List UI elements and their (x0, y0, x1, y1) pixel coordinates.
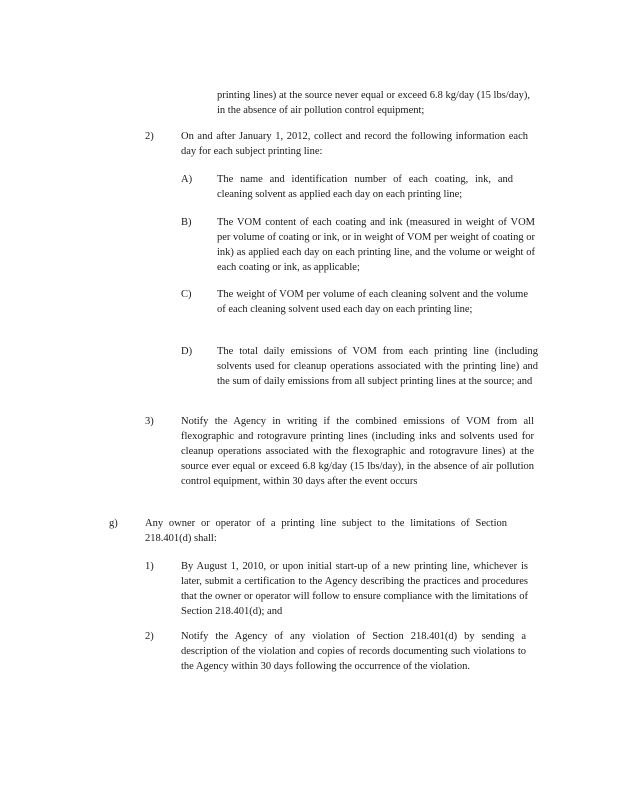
g-item-1-text (181, 559, 528, 619)
section-g-marker: g) (109, 518, 118, 529)
g-item-2-marker: 2) (145, 631, 154, 642)
continuation-paragraph: printing lines) at the source never equal or exceed 6.8 kg/day (15 lbs/day), in the absence of air pollution control equipment; (217, 90, 530, 116)
item-2c-text (217, 287, 528, 317)
item-2a-paragraph: The name and identification number of each coating, ink, and cleaning solvent as applied each day on each printing line; (217, 174, 513, 200)
g-item-2-text (181, 629, 526, 674)
g-item-2-paragraph: Notify the Agency of any violation of Section 218.401(d) by sending a description of the violation and copies of records documenting such violations to the Agency within 30 days following the occurrence of the violation. (181, 631, 526, 672)
item-2d-paragraph: The total daily emissions of VOM from each printing line (including solvents used for cleanup operations associated with the printing line) and the sum of daily emissions from all subject printing lines at the source; and (217, 346, 538, 387)
item-2a-marker: A) (181, 174, 193, 185)
section-g-text (145, 516, 507, 546)
g-item-1-marker: 1) (145, 561, 154, 572)
item-2a-text (217, 172, 513, 202)
item-2b-marker: B) (181, 217, 192, 228)
item-2d-marker: D) (181, 346, 193, 357)
item-2b-paragraph: The VOM content of each coating and ink (measured in weight of VOM per volume of coating or ink, or in weight of VOM per weight of coating or ink) as applied each day on each printing line, and the volume or weight of each coating or ink, as applicable; (217, 217, 535, 273)
item-2-text (181, 129, 528, 159)
item-3-paragraph: Notify the Agency in writing if the combined emissions of VOM from all flexographic and rotogravure printing lines (including inks and solvents used for cleanup operations associated with the flexographic and rotogravure lines) at the source ever equal or exceed 6.8 kg/day (15 lbs/day), in the absence of air pollution control equipment, within 30 days after the event occurs (181, 416, 534, 487)
item-3-marker: 3) (145, 416, 154, 427)
section-g-paragraph: Any owner or operator of a printing line subject to the limitations of Section 218.401(d) shall: (145, 518, 507, 544)
item-3-text (181, 414, 534, 489)
continuation-text (217, 88, 530, 118)
item-2b-text (217, 215, 535, 275)
item-2c-paragraph: The weight of VOM per volume of each cleaning solvent and the volume of each cleaning solvent used each day on each printing line; (217, 289, 528, 315)
item-2-marker: 2) (145, 131, 154, 142)
item-2-paragraph: On and after January 1, 2012, collect and record the following information each day for each subject printing line: (181, 131, 528, 157)
item-2c-marker: C) (181, 289, 192, 300)
g-item-1-paragraph: By August 1, 2010, or upon initial start-up of a new printing line, whichever is later, submit a certification to the Agency describing the practices and procedures that the owner or operator will follow to ensure compliance with the limitations of Section 218.401(d); and (181, 561, 528, 617)
item-2d-text (217, 344, 538, 389)
